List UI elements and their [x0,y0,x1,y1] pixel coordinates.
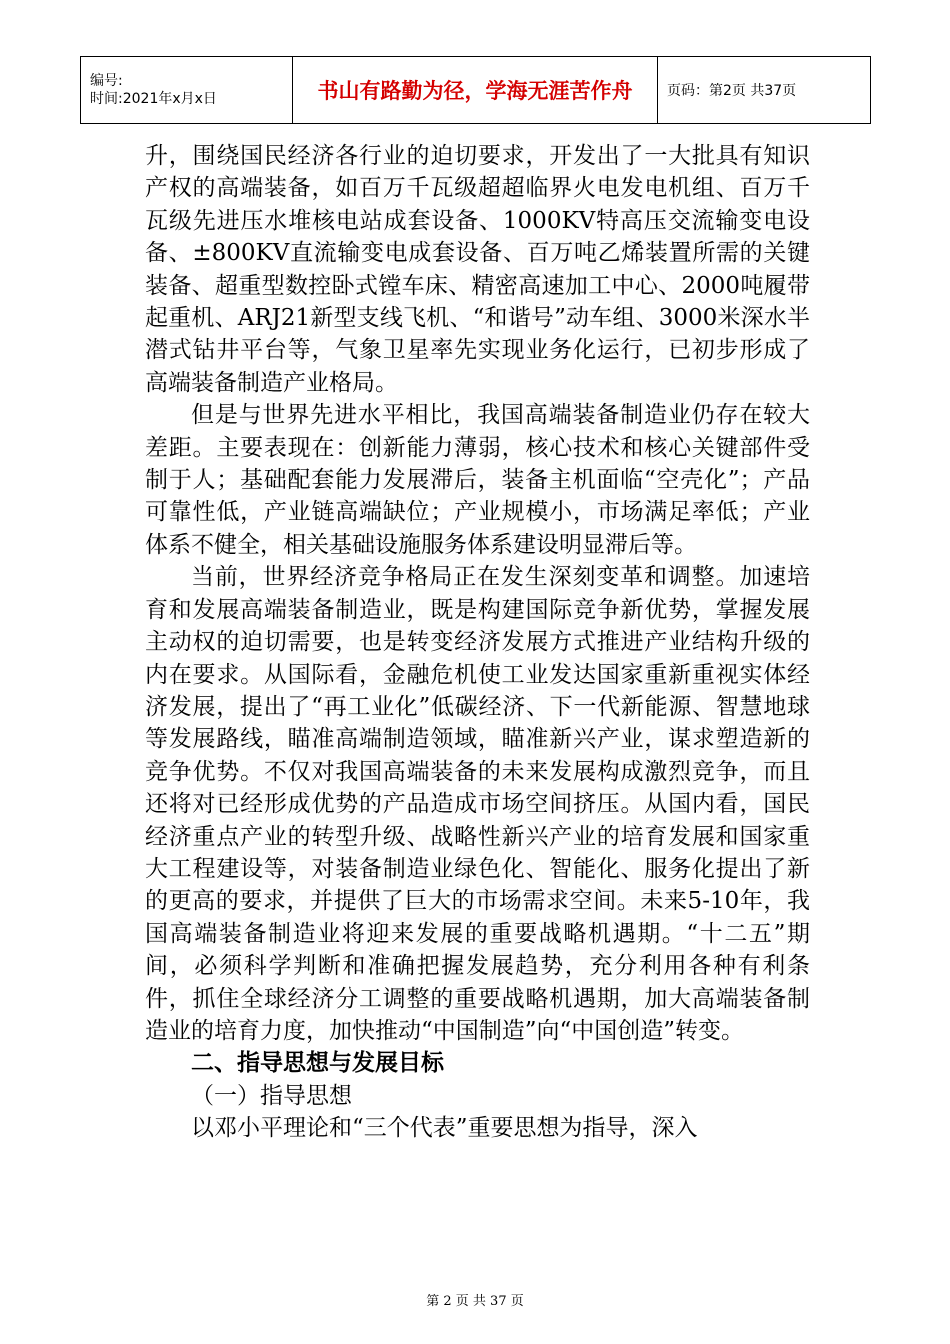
document-body [145,140,810,1145]
header-page-info: 页码：第2页 共37页 [658,57,871,124]
paragraph-current-situation: 当前，世界经济竞争格局正在发生深刻变革和调整。加速培育和发展高端装备制造业，既是构建国际竞争新优势，掌握发展主动权的迫切需要，也是转变经济发展方式推进产业结构升级的内在要求。从国际看，金融危机使工业发达国家重新重视实体经济发展，提出了“再工业化”低碳经济、下一代新能源、智慧地球等发展路线，瞄准高端制造领域，瞄准新兴产业，谋求塑造新的竞争优势。不仅对我国高端装备的未来发展构成激烈竞争，而且还将对已经形成优势的产品造成市场空间挤压。从国内看，国民经济重点产业的转型升级、战略性新兴产业的培育发展和国家重大工程建设等，对装备制造业绿色化、智能化、服务化提出了新的更高的要求，并提供了巨大的市场需求空间。未来5-10年，我国高端装备制造业将迎来发展的重要战略机遇期。“十二五”期间，必须科学判断和准确把握发展趋势，充分利用各种有利条件，抓住全球经济分工调整的重要战略机遇期，加大高端装备制造业的培育力度，加快推动“中国制造”向“中国创造”转变。 [145,564,810,1044]
document-number-label: 编号: [90,73,123,89]
paragraph-gap: 但是与世界先进水平相比，我国高端装备制造业仍存在较大差距。主要表现在：创新能力薄弱，核心技术和核心关键部件受制于人；基础配套能力发展滞后，装备主机面临“空壳化”；产品可靠性低，产业链高端缺位；产业规模小，市场满足率低；产业体系不健全，相关基础设施服务体系建设明显滞后等。 [145,402,810,558]
document-date-label: 时间:2021年x月x日 [90,91,217,107]
header-meta-cell [81,57,293,124]
document-header [80,56,871,124]
paragraph-continuation: 升，围绕国民经济各行业的迫切要求，开发出了一大批具有知识产权的高端装备，如百万千瓦级超超临界火电发电机组、百万千瓦级先进压水堆核电站成套设备、1000KV特高压交流输变电设备、±800KV直流输变电成套设备、百万吨乙烯装置所需的关键装备、超重型数控卧式镗车床、精密高速加工中心、2000吨履带起重机、ARJ21新型支线飞机、“和谐号”动车组、3000米深水半潜式钻井平台等，气象卫星率先实现业务化运行，已初步形成了高端装备制造产业格局。 [145,143,810,396]
header-motto: 书山有路勤为径，学海无涯苦作舟 [293,57,658,124]
section-heading: 二、指导思想与发展目标 [191,1050,444,1077]
subsection-heading: （一）指导思想 [191,1082,352,1109]
paragraph-guiding-thought: 以邓小平理论和“三个代表”重要思想为指导，深入 [191,1115,698,1142]
page-footer: 第 2 页 共 37 页 [426,1294,524,1309]
